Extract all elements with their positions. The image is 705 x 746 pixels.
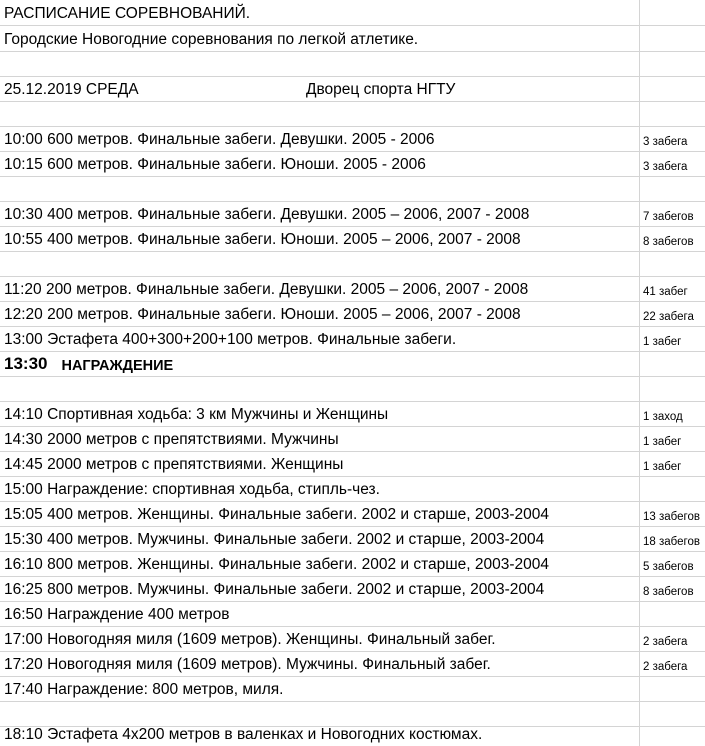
- heat-count-cell[interactable]: [640, 176, 705, 201]
- row-text-cell[interactable]: [0, 176, 705, 201]
- heat-count-cell[interactable]: 1 заход: [643, 411, 683, 423]
- row-text-cell[interactable]: [0, 401, 705, 426]
- venue-text: Дворец спорта НГТУ: [306, 81, 456, 98]
- row-text-cell[interactable]: [0, 301, 705, 326]
- heat-count-cell[interactable]: [640, 51, 705, 76]
- row-text-cell[interactable]: [0, 576, 705, 601]
- row-text: 14:30 2000 метров с препятствиями. Мужчины: [4, 431, 339, 448]
- award-time: 13:30: [4, 354, 48, 373]
- row-text: 13:00 Эстафета 400+300+200+100 метров. Финальные забеги.: [4, 331, 457, 348]
- row-text: 15:30 400 метров. Мужчины. Финальные забеги. 2002 и старше, 2003-2004: [4, 531, 545, 548]
- heat-count-cell[interactable]: 18 забегов: [643, 536, 700, 548]
- schedule-row: [0, 126, 705, 151]
- heat-count-cell[interactable]: 1 забег: [643, 436, 682, 448]
- row-text-cell[interactable]: [0, 226, 705, 251]
- schedule-row: [0, 501, 705, 526]
- heat-count-cell[interactable]: 3 забега: [643, 136, 688, 148]
- row-text-cell[interactable]: [0, 476, 705, 501]
- row-text-cell[interactable]: [0, 701, 705, 726]
- heat-count-cell[interactable]: 1 забег: [643, 336, 682, 348]
- schedule-row: [0, 576, 705, 601]
- heat-count-cell[interactable]: [640, 251, 705, 276]
- heat-count-cell[interactable]: 5 забегов: [643, 561, 694, 573]
- row-text-cell[interactable]: [0, 601, 705, 626]
- row-text-cell[interactable]: [0, 101, 705, 126]
- schedule-row: [0, 76, 705, 101]
- schedule-row: [0, 726, 705, 746]
- schedule-row: [0, 701, 705, 726]
- row-text: 10:00 600 метров. Финальные забеги. Девушки. 2005 - 2006: [4, 131, 435, 148]
- schedule-row: [0, 451, 705, 476]
- row-text: 17:40 Награждение: 800 метров, миля.: [4, 681, 284, 698]
- row-text-cell[interactable]: [0, 651, 705, 676]
- heat-count-cell[interactable]: 7 забегов: [643, 211, 694, 223]
- row-text: Городские Новогодние соревнования по легкой атлетике.: [4, 31, 419, 48]
- row-text-cell[interactable]: [0, 276, 705, 301]
- schedule-row: [0, 176, 705, 201]
- heat-count-cell[interactable]: 8 забегов: [643, 236, 694, 248]
- heat-count-cell[interactable]: 1 забег: [643, 461, 682, 473]
- heat-count-cell[interactable]: [640, 676, 705, 701]
- row-text-cell[interactable]: [0, 726, 705, 746]
- heat-count-cell[interactable]: [640, 25, 705, 51]
- row-text-cell[interactable]: [0, 126, 705, 151]
- row-text: 18:10 Эстафета 4х200 метров в валенках и Новогодних костюмах.: [4, 726, 483, 743]
- schedule-row: [0, 626, 705, 651]
- row-text-cell[interactable]: [0, 551, 705, 576]
- schedule-row: [0, 526, 705, 551]
- heat-count-cell[interactable]: 2 забега: [643, 661, 688, 673]
- schedule-row: [0, 0, 705, 25]
- heat-count-cell[interactable]: 8 забегов: [643, 586, 694, 598]
- row-text: 17:20 Новогодняя миля (1609 метров). Мужчины. Финальный забег.: [4, 656, 491, 673]
- schedule-row: [0, 301, 705, 326]
- row-text-cell[interactable]: [0, 376, 705, 401]
- row-text-cell[interactable]: [0, 426, 705, 451]
- row-text-cell[interactable]: [0, 201, 705, 226]
- heat-count-cell[interactable]: [640, 101, 705, 126]
- heat-count-cell[interactable]: [640, 726, 705, 746]
- row-text: 10:30 400 метров. Финальные забеги. Девушки. 2005 – 2006, 2007 - 2008: [4, 206, 530, 223]
- row-text: 14:10 Спортивная ходьба: 3 км Мужчины и Женщины: [4, 406, 389, 423]
- schedule-row: [0, 251, 705, 276]
- schedule-row: [0, 426, 705, 451]
- row-text: РАСПИСАНИЕ СОРЕВНОВАНИЙ.: [4, 5, 251, 22]
- heat-count-cell[interactable]: 2 забега: [643, 636, 688, 648]
- heat-count-cell[interactable]: 41 забег: [643, 286, 688, 298]
- award-label: НАГРАЖДЕНИЕ: [61, 358, 174, 374]
- schedule-row: [0, 651, 705, 676]
- row-text: 17:00 Новогодняя миля (1609 метров). Женщины. Финальный забег.: [4, 631, 496, 648]
- row-text: 10:55 400 метров. Финальные забеги. Юноши. 2005 – 2006, 2007 - 2008: [4, 231, 521, 248]
- schedule-row: [0, 51, 705, 76]
- row-text: 16:25 800 метров. Мужчины. Финальные забеги. 2002 и старше, 2003-2004: [4, 581, 545, 598]
- schedule-row: [0, 201, 705, 226]
- row-text-cell[interactable]: [0, 151, 705, 176]
- heat-count-cell[interactable]: [640, 476, 705, 501]
- schedule-row: [0, 101, 705, 126]
- schedule-row: [0, 326, 705, 351]
- row-text: 15:05 400 метров. Женщины. Финальные забеги. 2002 и старше, 2003-2004: [4, 506, 550, 523]
- schedule-row: [0, 551, 705, 576]
- heat-count-cell[interactable]: [640, 0, 705, 25]
- heat-count-cell[interactable]: [640, 601, 705, 626]
- heat-count-cell[interactable]: [640, 701, 705, 726]
- row-text: 14:45 2000 метров с препятствиями. Женщины: [4, 456, 344, 473]
- row-text: 10:15 600 метров. Финальные забеги. Юноши. 2005 - 2006: [4, 156, 426, 173]
- row-text: 25.12.2019 СРЕДА: [4, 81, 139, 98]
- schedule-row: [0, 601, 705, 626]
- schedule-row: [0, 376, 705, 401]
- row-text-cell[interactable]: [0, 626, 705, 651]
- row-text-cell[interactable]: [0, 326, 705, 351]
- row-text-cell[interactable]: [0, 0, 705, 25]
- schedule-row: [0, 351, 705, 376]
- row-text-cell[interactable]: [0, 251, 705, 276]
- heat-count-cell[interactable]: 3 забега: [643, 161, 688, 173]
- row-text: 16:50 Награждение 400 метров: [4, 606, 230, 623]
- row-text-cell[interactable]: [0, 25, 705, 51]
- row-text-cell[interactable]: [0, 676, 705, 701]
- schedule-row: [0, 25, 705, 51]
- heat-count-cell[interactable]: [640, 376, 705, 401]
- row-text-cell[interactable]: [0, 351, 705, 376]
- row-text-cell[interactable]: [0, 451, 705, 476]
- row-text-cell[interactable]: [0, 51, 705, 76]
- row-text: 12:20 200 метров. Финальные забеги. Юноши. 2005 – 2006, 2007 - 2008: [4, 306, 521, 323]
- schedule-row: [0, 676, 705, 701]
- schedule-row: [0, 476, 705, 501]
- heat-count-cell[interactable]: 22 забега: [643, 311, 694, 323]
- heat-count-cell[interactable]: [640, 76, 705, 101]
- schedule-row: [0, 276, 705, 301]
- row-text-cell[interactable]: [0, 526, 705, 551]
- row-text: 11:20 200 метров. Финальные забеги. Девушки. 2005 – 2006, 2007 - 2008: [4, 281, 529, 298]
- row-text: 16:10 800 метров. Женщины. Финальные забеги. 2002 и старше, 2003-2004: [4, 556, 550, 573]
- row-text: 15:00 Награждение: спортивная ходьба, стипль-чез.: [4, 481, 380, 498]
- schedule-row: [0, 401, 705, 426]
- heat-count-cell[interactable]: [640, 351, 705, 376]
- heat-count-cell[interactable]: 13 забегов: [643, 511, 700, 523]
- schedule-row: [0, 151, 705, 176]
- schedule-row: [0, 226, 705, 251]
- row-text-cell[interactable]: [0, 501, 705, 526]
